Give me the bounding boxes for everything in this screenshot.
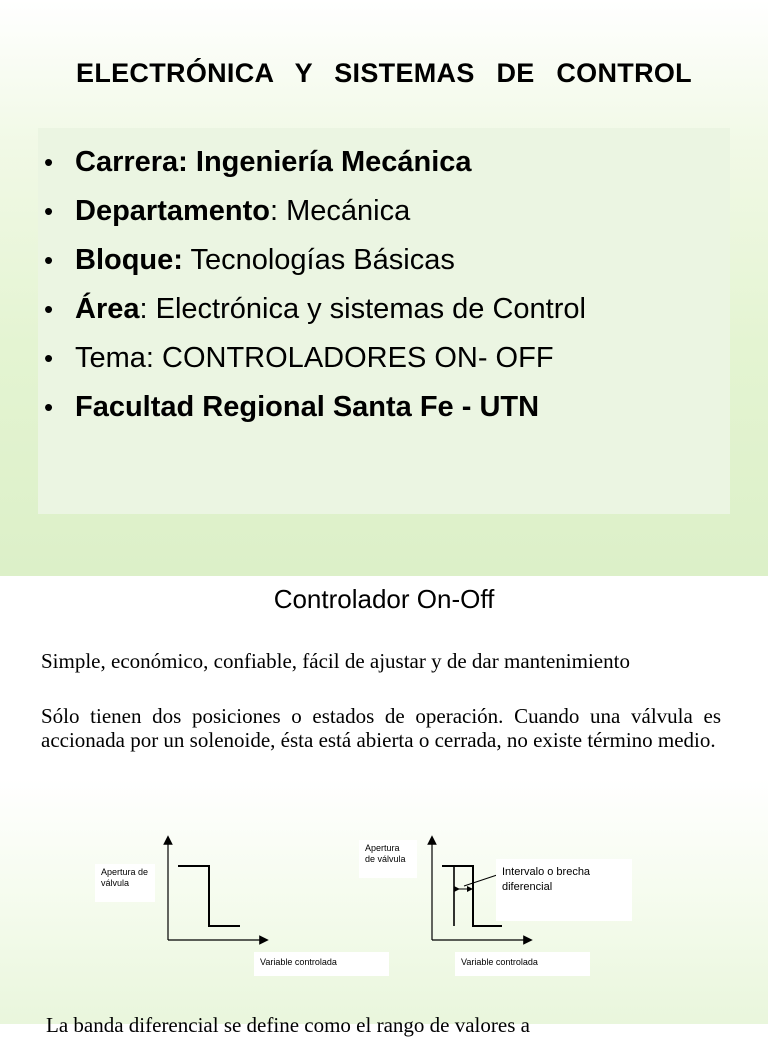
bullet-carrera [44, 138, 586, 187]
on-off-diagram-left [160, 834, 270, 946]
slide-2-title: Controlador On-Off [273, 584, 495, 614]
bullet-facultad [44, 383, 586, 432]
slide-2 [0, 576, 768, 1037]
bullet-text: Tecnologías Básicas [182, 244, 455, 276]
paragraph-simple: Simple, económico, confiable, fácil de ajustar y de dar mantenimiento [41, 649, 630, 673]
right-x-label: Variable controlada [455, 952, 590, 976]
bullet-departamento [44, 187, 586, 236]
bullet-glyph: • [44, 196, 54, 226]
on-off-curve [178, 866, 240, 926]
bullet-bloque [44, 236, 586, 285]
bullet-glyph: • [44, 245, 54, 275]
right-y-label: Apertura de válvula [359, 840, 417, 878]
slide-1-title: ELECTRÓNICA Y SISTEMAS DE CONTROL [76, 58, 692, 88]
left-x-label: Variable controlada [254, 952, 389, 976]
bullet-area [44, 285, 586, 334]
bullet-glyph: • [44, 343, 54, 373]
bullet-bold-text: Bloque: [75, 244, 183, 276]
bullet-bold-text: Área [75, 293, 140, 325]
bullet-text: Tema: CONTROLADORES ON- OFF [75, 342, 554, 374]
left-y-label: Apertura de válvula [95, 864, 155, 902]
paragraph-two-states: Sólo tienen dos posiciones o estados de operación. Cuando una válvula es accionada por un solenoide, ésta está abierta o cerrada, no existe término medio. [41, 704, 721, 752]
cut-off-text: La banda diferencial se define como el rango de valores a [46, 1013, 530, 1037]
bullet-glyph: • [44, 294, 54, 324]
bullet-glyph: • [44, 392, 54, 422]
bullet-bold-text: Carrera: Ingeniería Mecánica [75, 146, 472, 178]
bullet-text: : Mecánica [270, 195, 411, 227]
bullet-list [44, 138, 586, 432]
bullet-tema [44, 334, 586, 383]
hysteresis-curve [442, 866, 502, 926]
bullet-glyph: • [44, 147, 54, 177]
bullet-text: : Electrónica y sistemas de Control [139, 293, 586, 325]
differential-gap-label: Intervalo o brecha diferencial [496, 859, 632, 921]
hysteresis-curve-return [454, 866, 473, 926]
bullet-bold-text: Facultad Regional Santa Fe - UTN [75, 391, 540, 423]
bullet-bold-text: Departamento [75, 195, 270, 227]
